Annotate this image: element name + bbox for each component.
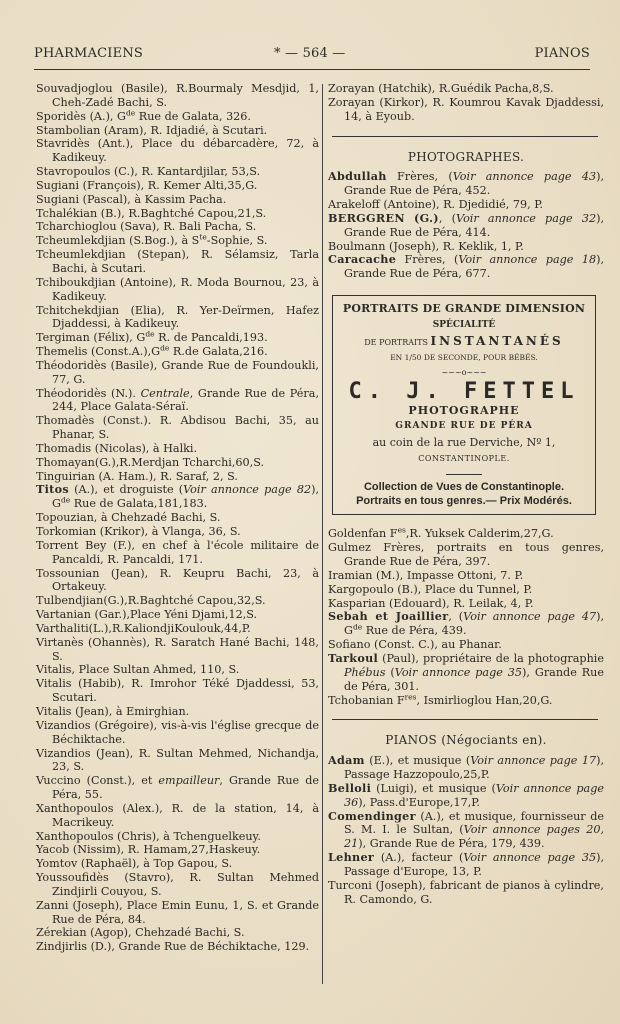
entry-text: Rue de Péra, 439. xyxy=(362,624,467,638)
entry-text: Zorayan (Hatchik), R.Guédik Pacha,8,S. xyxy=(328,82,554,95)
entry-text: , ( xyxy=(448,610,464,624)
entry-text: Varthaliti(L.),R.KaliondjiKoulouk,44,P. xyxy=(36,621,251,635)
directory-entry xyxy=(36,304,319,332)
entry-text: , Ismirlioglou Han,20,G. xyxy=(416,693,553,707)
entry-text: Vuccino (Const.), et xyxy=(36,774,159,788)
entry-text: Themelis (Const.A.),G xyxy=(36,345,161,359)
entry-superscript: te xyxy=(199,232,207,242)
column-divider xyxy=(322,84,323,984)
entry-text: Sugiani (Pascal), à Kassim Pacha. xyxy=(36,192,227,206)
directory-entry xyxy=(328,527,604,541)
entry-text: ), Passage d'Europe, 13, P. xyxy=(344,851,604,878)
entry-text: Rue de Galata, 326. xyxy=(135,109,251,123)
entry-text: ), G xyxy=(52,483,319,511)
header-left: PHARMACIENS xyxy=(34,46,144,61)
pianos-list xyxy=(328,754,604,906)
directory-entry xyxy=(328,240,604,254)
entry-text: Xanthopoulos (Alex.), R. de la station, 14, à Macrikeuy. xyxy=(36,801,319,829)
directory-entry xyxy=(36,193,319,207)
directory-entry xyxy=(36,705,319,719)
entry-text: , Grande Rue de Péra, 55. xyxy=(52,774,319,802)
directory-entry xyxy=(328,610,604,638)
entry-text: Kargopoulo (B.), Place du Tunnel, P. xyxy=(328,582,533,596)
entry-superscript: de xyxy=(125,107,136,117)
entry-text: Zanni (Joseph), Place Emin Eunu, 1, S. et Grande Rue de Péra, 84. xyxy=(36,898,319,926)
directory-entry xyxy=(328,652,604,694)
entry-text: Tcheumlekdjian (S.Bog.), à S xyxy=(36,234,200,248)
directory-entry xyxy=(36,220,319,234)
directory-entry xyxy=(328,754,604,782)
directory-entry xyxy=(36,677,319,705)
directory-entry xyxy=(36,857,319,871)
entry-text: R.de Galata,216. xyxy=(169,345,268,359)
entry-text: R. de Pancaldi,193. xyxy=(154,331,268,345)
entry-superscript: de xyxy=(352,622,363,632)
ad-speed: EN 1/50 DE SECONDE, POUR BÉBÉS. xyxy=(390,352,538,362)
advertisement-fettel xyxy=(332,295,596,515)
ad-divider xyxy=(446,474,482,475)
entry-italic-text: Voir annonce page 47 xyxy=(463,610,597,624)
entry-text: Thomadès (Const.). R. Abdisou Bachi, 35, au Phanar, S. xyxy=(36,414,319,442)
entry-text: Tcharchioglou (Sava), R. Bali Pacha, S. xyxy=(36,220,257,234)
directory-entry xyxy=(328,198,604,212)
entry-name-bold: Adam xyxy=(328,753,365,768)
entry-text: Thomadis (Nicolas), à Halki. xyxy=(36,441,198,455)
entry-text: Stambolian (Aram), R. Idjadié, à Scutari. xyxy=(36,123,268,137)
directory-entry xyxy=(36,345,319,359)
entry-italic-text: Phébus xyxy=(344,665,386,679)
entry-text: (A.), et droguiste ( xyxy=(69,483,184,497)
entry-name-bold: Belloli xyxy=(328,780,372,795)
ad-studio-name: C. J. FETTEL xyxy=(348,379,580,405)
entry-text: , Grande Rue de Péra, 244, Place Galata-Séraï. xyxy=(52,386,319,414)
entry-text: (A.), et musique, fournisseur de S. M. I. le Sultan, ( xyxy=(344,809,604,837)
entry-name-bold: Titos xyxy=(36,482,70,497)
directory-entry xyxy=(36,165,319,179)
directory-entry xyxy=(36,248,319,276)
directory-entry xyxy=(36,207,319,221)
ad-portraits: Portraits en tous genres.— Prix Modérés. xyxy=(356,494,572,507)
ad-collection: Collection de Vues de Constantinople. xyxy=(363,480,565,493)
entry-text: Sofiano (Const. C.), au Phanar. xyxy=(328,638,502,652)
entry-text: Tossounian (Jean), R. Keupru Bachi, 23, à Ortakeuy. xyxy=(36,566,319,594)
directory-entry xyxy=(328,638,604,652)
entry-text: ), Pass.d'Europe,17,P. xyxy=(358,795,481,809)
entry-text: Arakeloff (Antoine), R. Djedidié, 79, P. xyxy=(328,198,544,212)
entry-text xyxy=(405,212,414,225)
directory-entry xyxy=(36,442,319,456)
directory-entry xyxy=(328,253,604,281)
directory-entry xyxy=(36,414,319,442)
directory-entry xyxy=(36,843,319,857)
entry-text: Vitalis (Habib), R. Imrohor Téké Djaddessi, 53, Scutari. xyxy=(36,677,319,705)
entry-text: Vitalis, Place Sultan Ahmed, 110, S. xyxy=(36,663,240,677)
entry-italic-text: Voir annonce page 18 xyxy=(458,253,597,267)
entry-name-bold: Comendinger xyxy=(328,808,416,823)
directory-entry xyxy=(36,663,319,677)
entry-superscript: res xyxy=(404,691,417,701)
entry-name-bold: Lehner xyxy=(328,850,375,865)
entry-text: Goldenfan F xyxy=(328,527,398,541)
directory-entry xyxy=(36,456,319,470)
entry-superscript: es xyxy=(397,525,406,535)
directory-entry xyxy=(328,583,604,597)
entry-name-bold: Caracache xyxy=(328,252,397,267)
directory-entry xyxy=(328,597,604,611)
directory-entry xyxy=(36,899,319,927)
entry-text: Xanthopoulos (Chris), à Tchenguelkeuy. xyxy=(36,829,261,843)
header-rule xyxy=(34,69,590,70)
photographes-list xyxy=(328,170,604,281)
entry-text: Sporidès (A.), G xyxy=(36,109,126,123)
directory-entry xyxy=(328,691,604,708)
entry-text: Zérekian (Agop), Chehzadé Bachi, S. xyxy=(36,926,245,940)
entry-text: (Luigi), et musique ( xyxy=(371,781,496,795)
entry-text: Torkomian (Krikor), à Vlanga, 36, S. xyxy=(36,525,241,538)
directory-entry xyxy=(36,608,319,622)
section-rule xyxy=(332,719,598,720)
ad-city: CONSTANTINOPLE. xyxy=(418,453,510,463)
pharmaciens-list xyxy=(36,82,319,954)
directory-entry xyxy=(36,483,319,511)
entry-text: (A.), facteur ( xyxy=(374,851,464,865)
entry-text: Thomayan(G.),R.Merdjan Tcharchi,60,S. xyxy=(36,455,265,469)
entry-text: ,R. Yuksek Calderim,27,G. xyxy=(405,527,554,541)
entry-text: Torrent Bey (F.), en chef à l'école militaire de Pancaldi, R. Pancaldi, 171. xyxy=(36,538,319,566)
entry-text: Tinguirian (A. Ham.), R. Saraf, 2, S. xyxy=(36,469,238,483)
ad-headline: PORTRAITS DE GRANDE DIMENSION xyxy=(342,302,586,316)
directory-entry xyxy=(328,851,604,879)
entry-text: Frères, ( xyxy=(396,253,459,267)
directory-entry xyxy=(36,179,319,193)
entry-text: -Sophie, S. xyxy=(206,234,268,248)
directory-entry xyxy=(36,124,319,138)
left-column xyxy=(36,82,319,954)
entry-text: Théodoridès (N.). xyxy=(36,386,141,400)
entry-text: Boulmann (Joseph), R. Keklik, 1, P. xyxy=(328,239,524,253)
entry-text: ), G xyxy=(344,610,605,638)
entry-text: Stavridès (Ant.), Place du débarcadère, 72, à Kadikeuy. xyxy=(36,137,319,165)
directory-entry xyxy=(328,782,604,810)
directory-entry xyxy=(36,594,319,608)
directory-entry xyxy=(36,276,319,304)
ad-specialite: SPÉCIALITÉ xyxy=(432,319,496,330)
entry-text: (E.), et musique ( xyxy=(364,754,471,768)
entry-italic-text: Centrale xyxy=(140,386,190,400)
ad-instantanes xyxy=(339,335,589,350)
header-right: PIANOS xyxy=(534,46,590,61)
entry-superscript: de xyxy=(160,343,170,353)
entry-text: Stavropoulos (C.), R. Kantardjilar, 53,S. xyxy=(36,165,261,179)
pharmaciens-continued-list xyxy=(328,82,604,124)
entry-name-bold: (G.) xyxy=(414,210,439,225)
directory-entry xyxy=(36,82,319,110)
page-number: * — 564 — xyxy=(274,46,346,61)
directory-entry xyxy=(328,96,604,124)
entry-text: Vizandios (Grégoire), vis-à-vis l'église grecque de Béchiktache. xyxy=(36,718,319,746)
directory-entry xyxy=(328,170,604,198)
entry-text: Tulbendjian(G.),R.Baghtché Capou,32,S. xyxy=(36,594,266,608)
entry-text: ), Grande Rue de Péra, 179, 439. xyxy=(358,837,545,851)
entry-text: Turconi (Joseph), fabricant de pianos à cylindre, R. Camondo, G. xyxy=(328,878,604,906)
entry-text: Vizandios (Jean), R. Sultan Mehmed, Nichandja, 23, S. xyxy=(36,746,319,774)
entry-text: Virtanès (Ohannès), R. Saratch Hané Bachi, 148, S. xyxy=(36,635,319,663)
directory-entry xyxy=(36,636,319,664)
directory-entry xyxy=(36,802,319,830)
directory-entry xyxy=(36,719,319,747)
entry-text: Frères, ( xyxy=(386,170,453,184)
directory-entry xyxy=(328,810,604,852)
entry-text: ( xyxy=(385,665,395,679)
directory-entry xyxy=(328,569,604,583)
directory-entry xyxy=(328,879,604,907)
right-column xyxy=(328,82,604,907)
directory-entry xyxy=(36,567,319,595)
entry-text: Tchalékian (B.), R.Baghtché Capou,21,S. xyxy=(36,206,267,220)
entry-text: Tchobanian F xyxy=(328,693,405,707)
entry-name-bold: Sebah et Joaillier xyxy=(328,609,449,624)
entry-text: Rue de Galata,181,183. xyxy=(70,497,208,511)
entry-text: Gulmez Frères, portraits en tous genres, Grande Rue de Péra, 397. xyxy=(328,541,604,569)
directory-entry xyxy=(36,511,319,525)
entry-text: Théodoridès (Basile), Grande Rue de Foundoukli, 77, G. xyxy=(36,358,319,386)
entry-italic-text: Voir annonce page 82 xyxy=(183,483,312,497)
directory-entry xyxy=(36,234,319,248)
ad-instantanes-big: INSTANTANÉS xyxy=(430,333,564,348)
section-title-pianos: PIANOS (Négociants en). xyxy=(385,733,547,748)
entry-italic-text: Voir annonce page 35 xyxy=(394,665,523,679)
directory-entry xyxy=(36,747,319,775)
entry-text: Youssoufidès (Stavro), R. Sultan Mehmed Zindjirli Couyou, S. xyxy=(36,871,319,898)
entry-name-bold: BERGGREN xyxy=(328,210,405,225)
directory-entry xyxy=(36,871,319,899)
entry-italic-text: Voir annonce page 36 xyxy=(344,781,604,809)
section-rule xyxy=(332,136,598,137)
directory-entry xyxy=(36,387,319,415)
entry-text: Yacob (Nissim), R. Hamam,27,Haskeuy. xyxy=(36,843,261,857)
entry-italic-text: Voir annonce page 17 xyxy=(470,754,597,768)
entry-text: Tergiman (Félix), G xyxy=(36,331,146,345)
entry-text: ), Grande Rue de Péra, 677. xyxy=(344,253,605,281)
entry-text: Tchitchekdjian (Elia), R. Yer-Deïrmen, Hafez Djaddessi, à Kadikeuy. xyxy=(36,303,319,331)
entry-text: (Paul), propriétaire de la photographie xyxy=(378,652,604,665)
directory-entry xyxy=(36,359,319,387)
entry-italic-text: empailleur xyxy=(158,774,220,788)
entry-text: Zindjirlis (D.), Grande Rue de Béchiktache, 129. xyxy=(36,940,310,954)
entry-name-bold: Tarkoul xyxy=(328,651,379,665)
ad-ornament: ~~~o~~~ xyxy=(441,367,487,377)
ad-street: GRANDE RUE DE PÉRA xyxy=(395,421,533,432)
directory-entry xyxy=(36,940,319,954)
directory-entry xyxy=(36,525,319,539)
entry-text: , ( xyxy=(438,211,457,225)
entry-text: Souvadjoglou (Basile), R.Bourmaly Mesdjid, 1, Cheh-Zadé Bachi, S. xyxy=(36,82,319,109)
entry-superscript: de xyxy=(60,495,71,505)
entry-text: Kasparian (Edouard), R. Leilak, 4, P. xyxy=(328,596,534,610)
entry-italic-text: Voir annonce page 43 xyxy=(452,170,597,184)
entry-name-bold: Abdullah xyxy=(328,169,387,184)
ad-address: au coin de la rue Derviche, Nº 1, xyxy=(372,436,556,450)
entry-text: ), Grande Rue de Péra, 452. xyxy=(344,170,605,198)
entry-text: Tchiboukdjian (Antoine), R. Moda Bournou, 23, à Kadikeuy. xyxy=(36,275,319,303)
directory-entry xyxy=(36,830,319,844)
directory-entry xyxy=(328,541,604,569)
directory-entry xyxy=(36,539,319,567)
entry-italic-text: Voir annonce page 35 xyxy=(463,851,597,865)
entry-text: ), Grande Rue de Péra, 301. xyxy=(344,665,605,693)
entry-italic-text: Voir annonce page 32 xyxy=(456,211,597,225)
running-header xyxy=(34,46,590,66)
entry-text: Sugiani (François), R. Kemer Alti,35,G. xyxy=(36,178,258,192)
directory-entry xyxy=(36,926,319,940)
entry-italic-text: Voir annonce pages 20, 21 xyxy=(344,823,604,851)
directory-entry xyxy=(36,622,319,636)
entry-text: Yomtov (Raphaël), à Top Gapou, S. xyxy=(36,857,233,871)
directory-entry xyxy=(36,137,319,165)
section-title-photographes: PHOTOGRAPHES. xyxy=(407,149,525,164)
entry-text: Vartanian (Gar.),Place Yéni Djami,12,S. xyxy=(36,608,258,622)
entry-text: ), Grande Rue de Péra, 414. xyxy=(344,211,604,239)
directory-entry xyxy=(328,212,604,240)
entry-superscript: de xyxy=(145,329,155,339)
directory-entry xyxy=(36,774,319,802)
entry-text: Tcheumlekdjian (Stepan), R. Sélamsiz, Tarla Bachi, à Scutari. xyxy=(36,248,319,275)
directory-entry xyxy=(36,331,319,345)
photographes-list-continued xyxy=(328,527,604,707)
ad-profession: PHOTOGRAPHE xyxy=(408,404,520,418)
ad-instantanes-pre: DE PORTRAITS xyxy=(364,337,428,347)
entry-text: ), Passage Hazzopoulo,25,P. xyxy=(344,754,604,782)
entry-text: Topouzian, à Chehzadé Bachi, S. xyxy=(36,511,221,525)
directory-entry xyxy=(36,107,319,124)
directory-entry xyxy=(36,470,319,484)
entry-text: Vitalis (Jean), à Emirghian. xyxy=(36,704,190,718)
entry-text: Iramian (M.), Impasse Ottoni, 7. P. xyxy=(328,568,524,582)
entry-text: Zorayan (Kirkor), R. Koumrou Kavak Djaddessi, 14, à Eyoub. xyxy=(328,95,604,123)
directory-entry xyxy=(328,82,604,96)
